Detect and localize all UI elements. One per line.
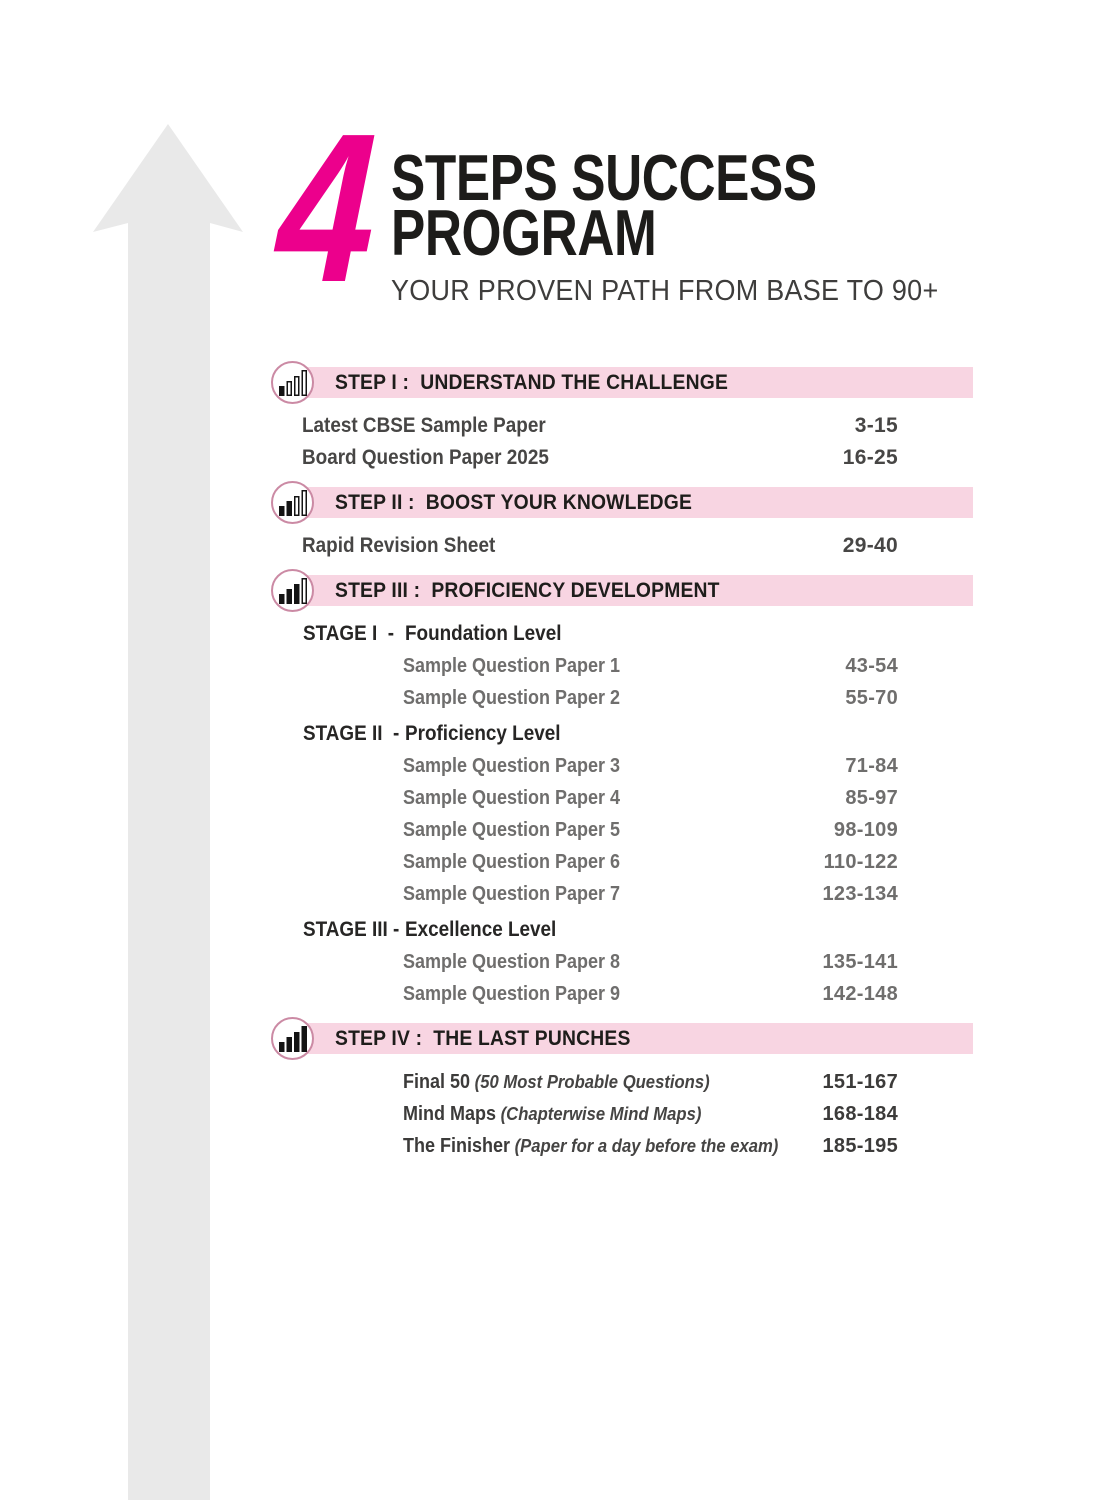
toc-entry-label: Sample Question Paper 2 <box>403 686 621 709</box>
toc-entry-row <box>268 879 973 909</box>
toc-section-step-4 <box>268 1023 973 1161</box>
section-rows <box>268 411 973 473</box>
bar-chart-progress-icon <box>271 361 314 404</box>
stage-level-label: Excellence Level <box>405 918 557 941</box>
toc-entry-note: (Paper for a day before the exam) <box>510 1134 779 1156</box>
toc-entry-row <box>268 751 973 781</box>
toc-entry-row <box>268 411 973 441</box>
toc-entry-row <box>268 815 973 845</box>
bar-chart-progress-icon <box>271 569 314 612</box>
toc-entry-row <box>268 1131 973 1161</box>
toc-entry-pages: 55-70 <box>845 686 898 709</box>
toc-entry-label: Latest CBSE Sample Paper <box>302 414 546 437</box>
toc-entry-note: (50 Most Probable Questions) <box>470 1070 710 1092</box>
stage-level-label: Proficiency Level <box>405 722 561 745</box>
toc-entry-pages: 135-141 <box>822 950 898 973</box>
stage-name: STAGE II - <box>303 722 400 745</box>
stage-heading-row <box>268 719 973 749</box>
toc-entry-pages: 123-134 <box>822 882 898 905</box>
toc-entry-label: Sample Question Paper 3 <box>403 754 621 777</box>
toc-entry-pages: 16-25 <box>842 446 898 469</box>
bar-chart-progress-icon <box>271 1017 314 1060</box>
stage-heading-row <box>268 619 973 649</box>
toc-entry-label: Sample Question Paper 4 <box>403 786 621 809</box>
toc-section-step-1 <box>268 367 973 473</box>
step-header-label: STEP II : BOOST YOUR KNOWLEDGE <box>335 490 693 514</box>
toc-entry-label: Sample Question Paper 5 <box>403 818 621 841</box>
section-rows <box>268 619 973 1009</box>
big-number-4: 4 <box>273 89 376 326</box>
toc-entry-pages: 98-109 <box>833 818 898 841</box>
toc-entry-row <box>268 783 973 813</box>
page-title-line-1: STEPS SUCCESS <box>391 141 817 214</box>
stage-level-label: Foundation Level <box>405 622 562 645</box>
step-header-label: STEP IV : THE LAST PUNCHES <box>335 1026 631 1050</box>
toc-entry-pages: 168-184 <box>822 1102 898 1125</box>
toc-section-step-3 <box>268 575 973 1009</box>
toc-entry-pages: 142-148 <box>822 982 898 1005</box>
toc-entry-row <box>268 443 973 473</box>
toc-entry-label: Rapid Revision Sheet <box>302 534 496 557</box>
stage-heading-row <box>268 915 973 945</box>
bar-chart-progress-icon <box>271 481 314 524</box>
toc-entry-label: Board Question Paper 2025 <box>302 446 549 469</box>
toc-entry-label: Sample Question Paper 1 <box>403 654 621 677</box>
page-title-line-2: PROGRAM <box>391 196 657 269</box>
toc-entry-pages: 29-40 <box>842 534 898 557</box>
toc-entry-label: Mind Maps (Chapterwise Mind Maps) <box>403 1102 702 1125</box>
toc-entry-row <box>268 847 973 877</box>
toc-entry-label: Final 50 (50 Most Probable Questions) <box>403 1070 710 1093</box>
toc-entry-row <box>268 683 973 713</box>
up-arrow-graphic <box>88 120 248 1500</box>
toc-entry-pages: 3-15 <box>854 414 898 437</box>
toc-entry-row <box>268 531 973 561</box>
toc-entry-pages: 85-97 <box>845 786 898 809</box>
toc-entry-row <box>268 651 973 681</box>
stage-name: STAGE I - <box>303 622 395 645</box>
toc-entry-label: Sample Question Paper 8 <box>403 950 621 973</box>
toc-entry-note: (Chapterwise Mind Maps) <box>496 1102 702 1124</box>
page-title-block <box>391 141 980 308</box>
toc-entry-row <box>268 979 973 1009</box>
toc-entry-pages: 110-122 <box>823 850 898 873</box>
step-header-band <box>308 575 973 606</box>
toc-entry-pages: 43-54 <box>845 654 898 677</box>
step-header-band <box>308 487 973 518</box>
toc-section-step-2 <box>268 487 973 561</box>
toc-entry-row <box>268 1099 973 1129</box>
toc-entry-row <box>268 1067 973 1097</box>
section-rows <box>268 1067 973 1161</box>
section-rows <box>268 531 973 561</box>
toc-entry-pages: 151-167 <box>822 1070 898 1093</box>
toc <box>268 362 973 1161</box>
step-header-band <box>308 1023 973 1054</box>
toc-entry-pages: 185-195 <box>822 1134 898 1157</box>
toc-entry-label: Sample Question Paper 6 <box>403 850 621 873</box>
stage-name: STAGE III - <box>303 918 400 941</box>
toc-entry-label: Sample Question Paper 9 <box>403 982 621 1005</box>
step-header-band <box>308 367 973 398</box>
toc-entry-row <box>268 947 973 977</box>
step-header-label: STEP III : PROFICIENCY DEVELOPMENT <box>335 578 720 602</box>
step-header-label: STEP I : UNDERSTAND THE CHALLENGE <box>335 370 729 394</box>
toc-entry-label: Sample Question Paper 7 <box>403 882 621 905</box>
page-subtitle: YOUR PROVEN PATH FROM BASE TO 90+ <box>391 275 939 307</box>
toc-entry-label: The Finisher (Paper for a day before the exam) <box>403 1134 779 1157</box>
up-arrow-icon <box>88 120 248 1500</box>
toc-entry-pages: 71-84 <box>845 754 898 777</box>
